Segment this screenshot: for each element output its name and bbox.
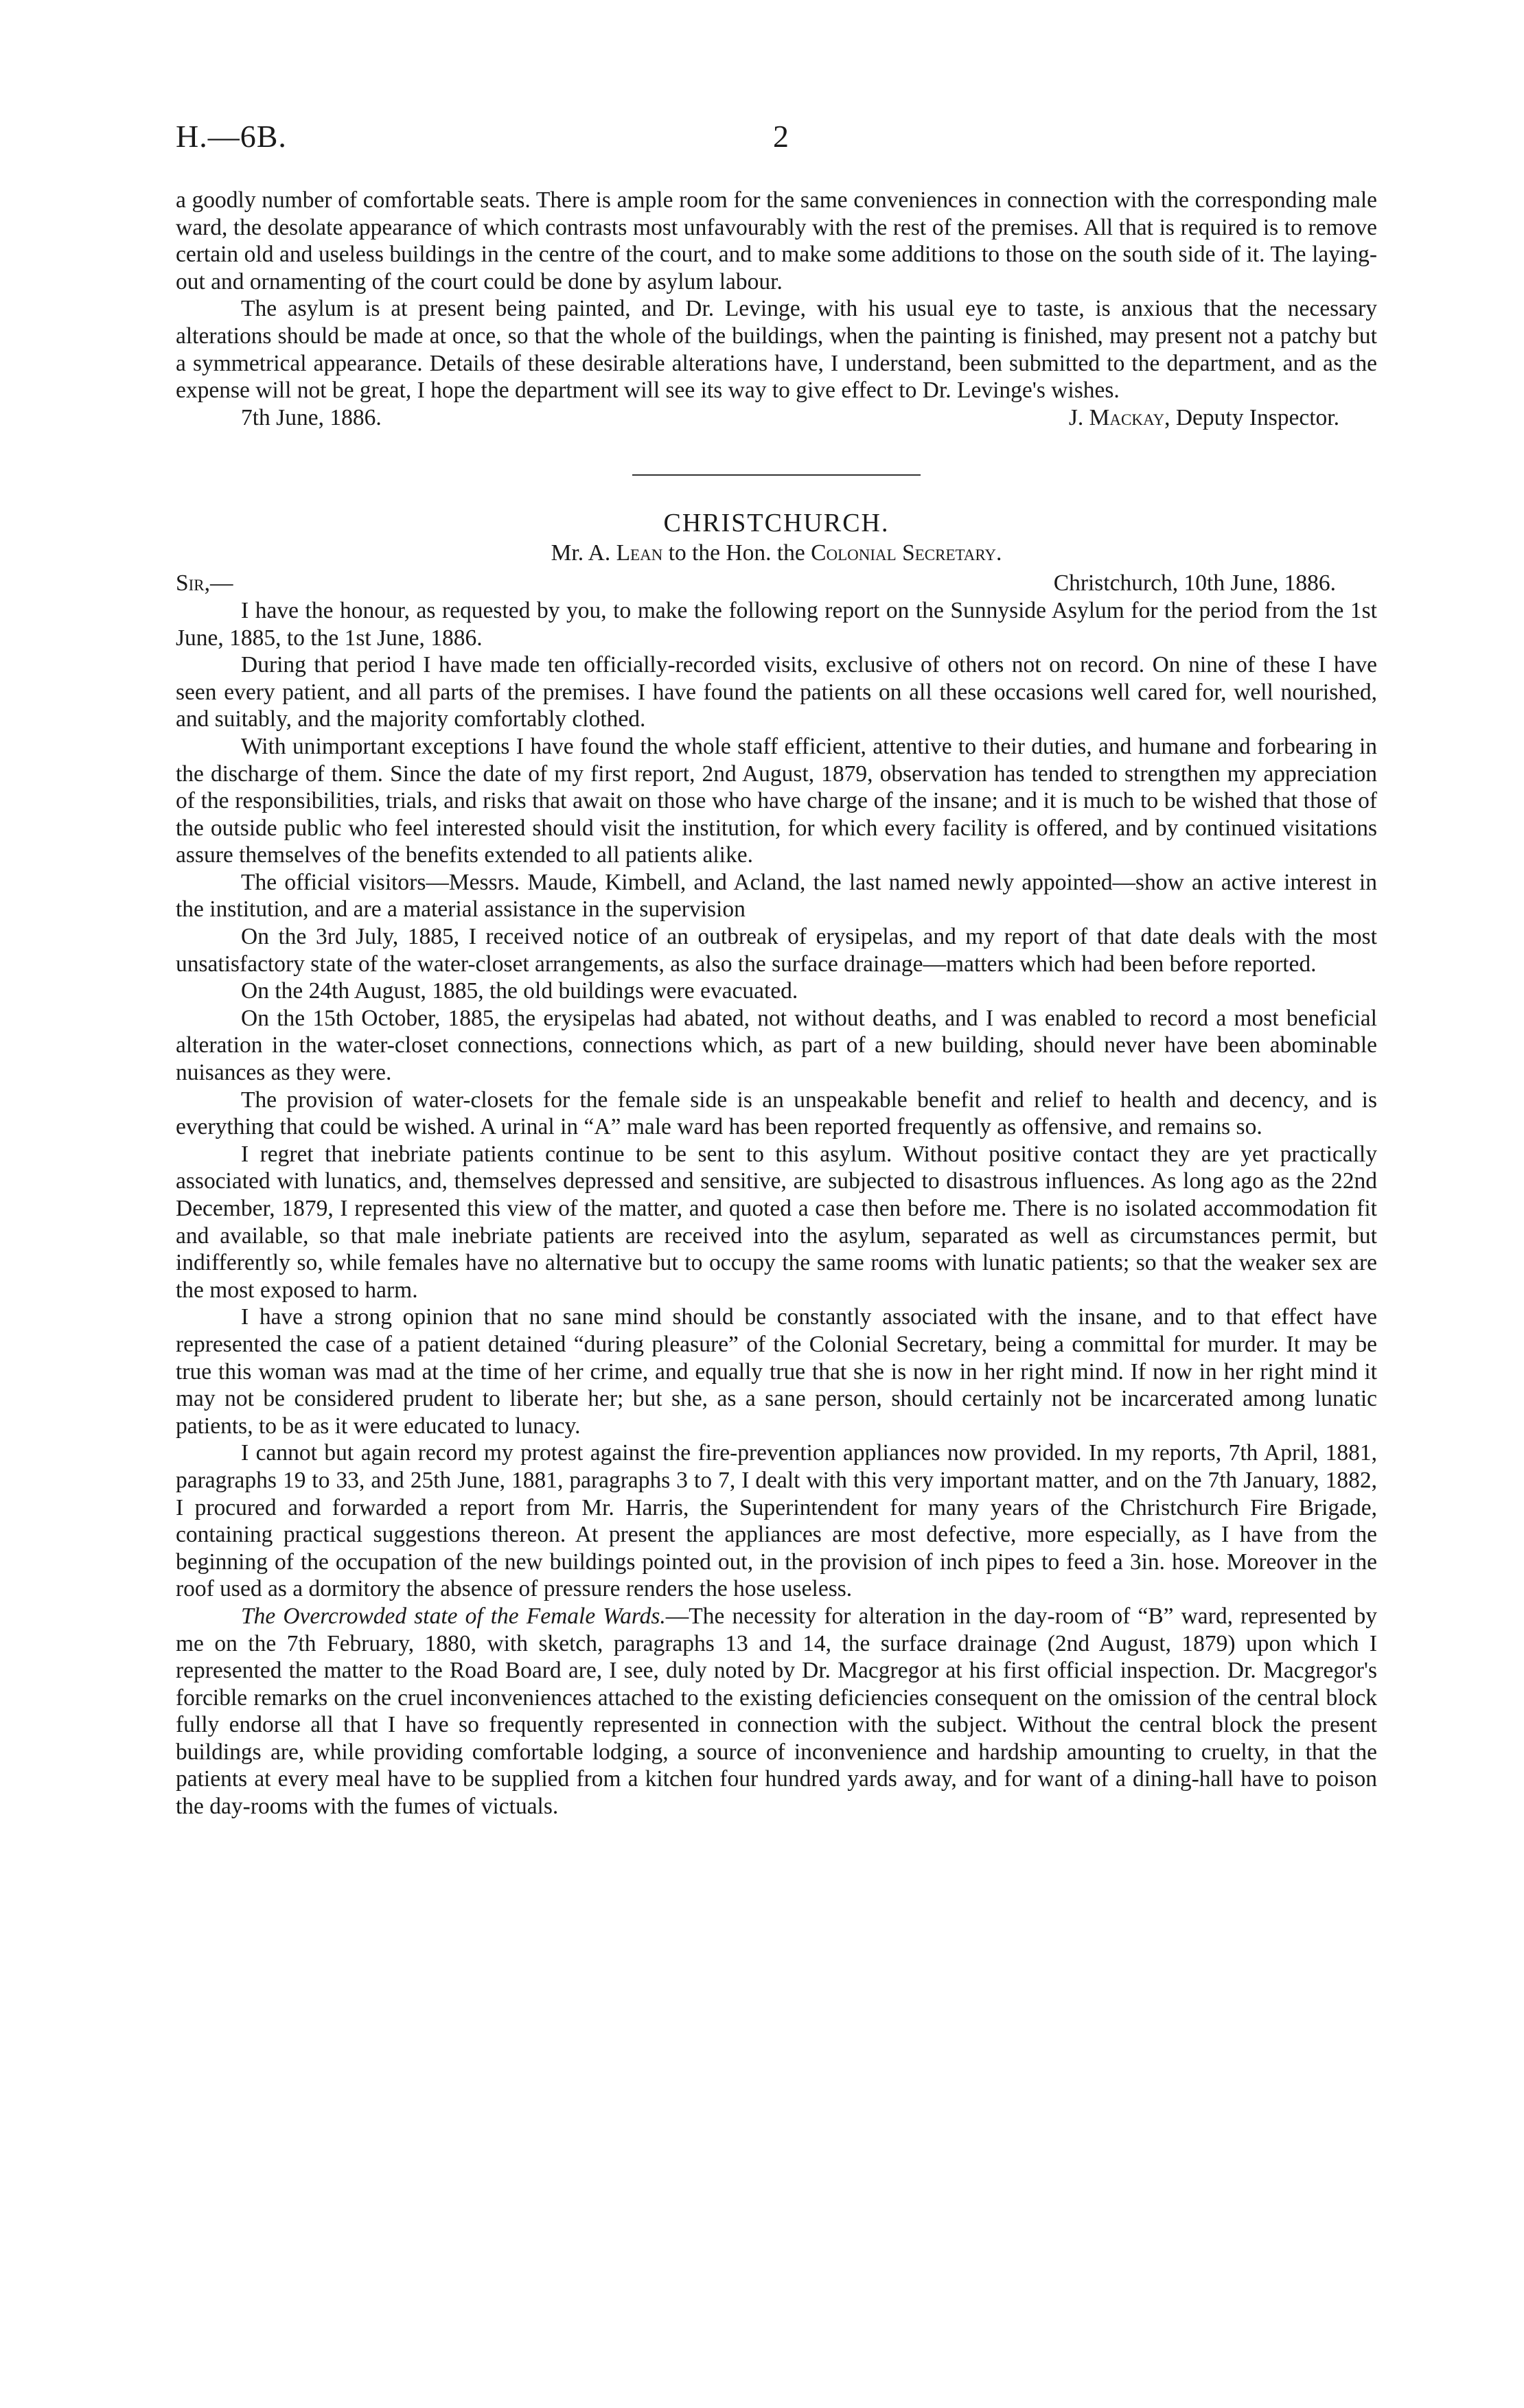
paragraph: On the 15th October, 1885, the erysipelas had abated, not without deaths, and I was enabled to record a most beneficial alteration in the water-closet connections, connections which, as part of a new building, should never have been abominable nuisances as they were. — [176, 1005, 1377, 1086]
place-date: Christchurch, 10th June, 1886. — [1053, 570, 1336, 596]
signature-line — [176, 404, 1377, 432]
paragraph: The official visitors—Messrs. Maude, Kimbell, and Acland, the last named newly appointed—show an active interest in the institution, and are a material assistance in the supervision — [176, 869, 1377, 923]
signature-title: , Deputy Inspector. — [1164, 404, 1339, 430]
document-code: H.—6B. — [176, 119, 287, 154]
paragraph: a goodly number of comfortable seats. There is ample room for the same conveniences in connection with the corresponding male ward, the desolate appearance of which contrasts most unfavourably with the rest of the premises. All that is required is to remove certain old and useless buildings in the centre of the court, and to make some additions to those on the south side of it. The laying-out and ornamenting of the court could be done by asylum labour. — [176, 187, 1377, 294]
signature — [1069, 404, 1339, 432]
paragraph: I have the honour, as requested by you, to make the following report on the Sunnyside Asylum for the period from the 1st June, 1885, to the 1st June, 1886. — [176, 597, 1377, 651]
recipient-office: Colonial Secretary — [811, 540, 996, 566]
paragraph: The provision of water-closets for the female side is an unspeakable benefit and relief to health and decency, and is everything that could be wished. A urinal in “A” male ward has been reported frequently as offensive, and remains so. — [176, 1087, 1377, 1140]
paragraph: With unimportant exceptions I have found the whole staff efficient, attentive to their duties, and humane and forbearing in the discharge of them. Since the date of my first report, 2nd August, 1879, observation has tended to strengthen my appreciation of the responsibilities, trials, and risks that await on those who have charge of the insane; and it is much to be wished that those of the outside public who feel interested should visit the institution, for which every facility is offered, and by continued visitations assure themselves of the benefits extended to all patients alike. — [176, 733, 1377, 868]
page-header — [176, 118, 1348, 159]
paragraph: During that period I have made ten officially-recorded visits, exclusive of others not on record. On nine of these I have seen every patient, and all parts of the premises. I have found the patients on all these occasions well cared for, well nourished, and suitably, and the majority comfortably clothed. — [176, 652, 1377, 732]
subheading-end: . — [996, 540, 1002, 566]
sender-name: Lean — [616, 540, 663, 566]
report-date: 7th June, 1886. — [241, 404, 382, 430]
page-number: 2 — [773, 119, 789, 154]
paragraph: I cannot but again record my protest against the fire-prevention appliances now provided. In my reports, 7th April, 1881, paragraphs 19 to 33, and 25th June, 1881, paragraphs 3 to 7, I dealt with this very important matter, and on the 7th January, 1882, I procured and forwarded a report from Mr. Harris, the Superintendent for many years of the Christchurch Fire Brigade, containing practical suggestions thereon. At present the appliances are most defective, more especially, as I have from the beginning of the occupation of the new buildings pointed out, in the provision of inch pipes to feed a 3in. hose. Moreover in the roof used as a dormitory the absence of pressure renders the hose useless. — [176, 1440, 1377, 1602]
paragraph: The asylum is at present being painted, and Dr. Levinge, with his usual eye to taste, is anxious that the necessary alterations should be made at once, so that the whole of the buildings, when the painting is finished, may present not a patchy but a symmetrical appearance. Details of these desirable alterations have, I understand, been submitted to the department, and as the expense will not be great, I hope the department will see its way to give effect to Dr. Levinge's wishes. — [176, 296, 1377, 404]
paragraph-text: —The necessity for alteration in the day-room of “B” ward, represented by me on the 7th February, 1880, with sketch, paragraphs 13 and 14, the surface drainage (2nd August, 1879) upon which I represented the matter to the Road Board are, I see, duly noted by Dr. Macgregor at his first official inspection. Dr. Macgregor's forcible remarks on the cruel inconveniences attached to the existing deficiencies consequent on the omission of the central block fully endorse all that I have so frequently represented in connection with the subject. Without the central block the present buildings are, while providing comfortable lodging, a source of inconvenience and hardship amounting to cruelty, in that the patients at every meal have to be supplied from a kitchen four hundred yards away, and for want of a dining-hall have to poison the day-rooms with the fumes of victuals. — [176, 1603, 1377, 1820]
paragraph-heading: The Overcrowded state of the Female Wards. — [241, 1603, 666, 1629]
paragraph: I regret that inebriate patients continue to be sent to this asylum. Without positive contact they are yet practically associated with lunatics, and, themselves depressed and sensitive, are subjected to disastrous influences. As long ago as the 22nd December, 1879, I represented this view of the matter, and quoted a case then before me. There is no isolated accommodation fit and available, so that male inebriate patients are received into the asylum, separated as well as circumstances permit, but indifferently so, while females have no alternative but to occupy the same rooms with lunatic patients; so that the weaker sex are the most exposed to harm. — [176, 1141, 1377, 1303]
sender-prefix: Mr. A. — [551, 540, 616, 566]
section-divider — [632, 474, 921, 476]
paragraph: On the 24th August, 1885, the old buildings were evacuated. — [241, 978, 798, 1004]
recipient-prefix: to the Hon. the — [662, 540, 811, 566]
salutation-line — [176, 570, 1377, 597]
paragraph — [176, 1603, 1377, 1820]
letter-subheading — [176, 540, 1377, 567]
salutation: Sir,— — [176, 570, 233, 596]
paragraph: I have a strong opinion that no sane mind should be constantly associated with the insane, and to that effect have represented the case of a patient detained “during pleasure” of the Colonial Secretary, being a committal for murder. It may be true this woman was mad at the time of her crime, and equally true that she is now in her right mind. If now in her right mind it may not be considered prudent to liberate her; but she, as a sane person, should certainly not be incarcerated among lunatic patients, to be as it were educated to lunacy. — [176, 1304, 1377, 1439]
paragraph: On the 3rd July, 1885, I received notice of an outbreak of erysipelas, and my report of that date deals with the most unsatisfactory state of the water-closet arrangements, as also the surface drainage—matters which had been before reported. — [176, 924, 1377, 977]
signature-name: J. Mackay — [1068, 404, 1165, 430]
document-body — [176, 187, 1377, 1820]
section-heading: CHRISTCHURCH. — [663, 508, 890, 537]
